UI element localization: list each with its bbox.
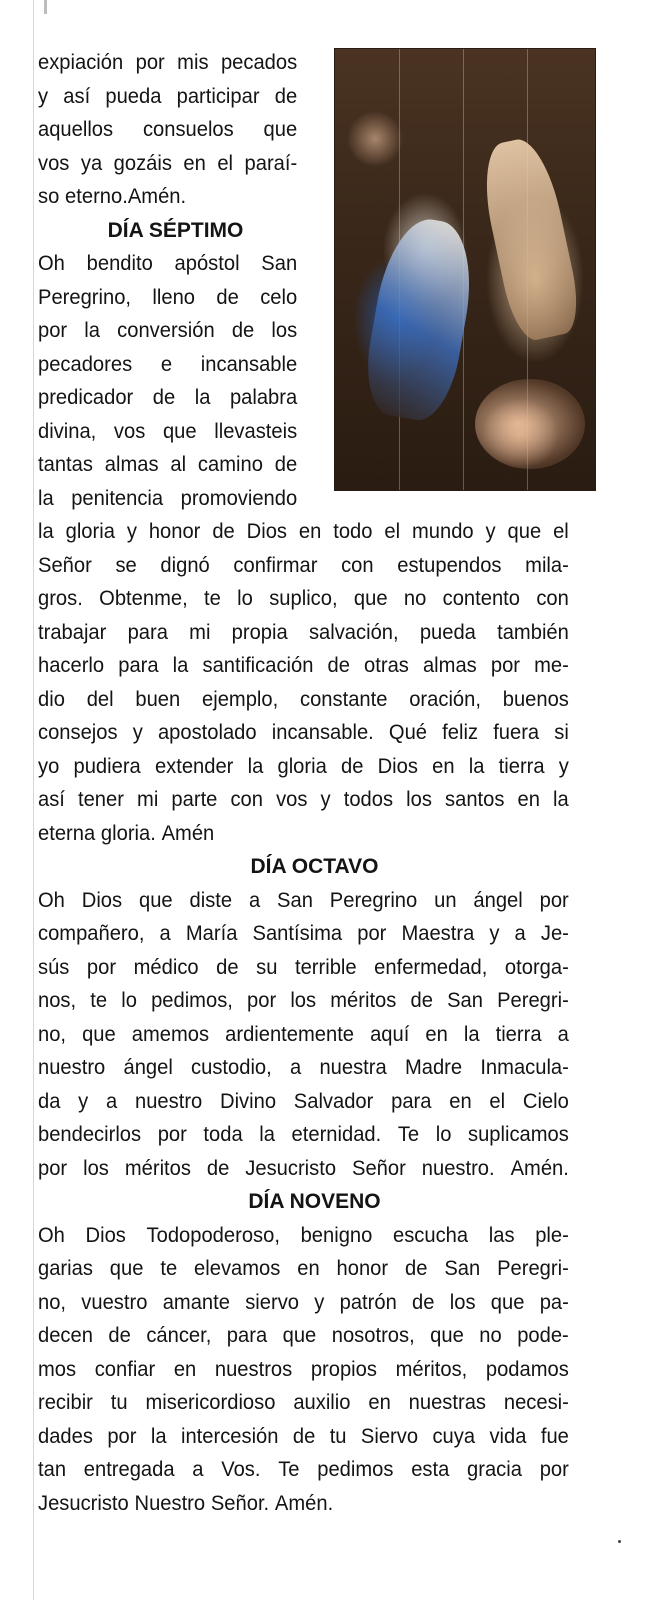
text-line: decen de cáncer, para que nosotros, que no pode- (38, 1324, 569, 1347)
text-line: Oh Dios que diste a San Peregrino un ángel por (38, 888, 569, 912)
text-line: expiación por mis pecados (38, 51, 298, 74)
text-line: por la conversión de los (38, 319, 298, 342)
text-line: gros. Obtenme, te lo suplico, que no contento con (38, 587, 569, 610)
page-margin-line (33, 0, 34, 1600)
text-line: Oh Dios Todopoderoso, benigno escucha las ple- (38, 1223, 569, 1247)
text-line: compañero, a María Santísima por Maestra y a Je- (38, 922, 569, 945)
section-heading-dia-septimo: DÍA SÉPTIMO (107, 218, 244, 242)
text-line: la gloria y honor de Dios en todo el mundo y que el (38, 520, 569, 543)
text-line: dio del buen ejemplo, constante oración, buenos (38, 687, 569, 711)
dia-noveno-paragraph (38, 1219, 570, 1521)
text-line: vos ya gozáis en el paraí- (38, 151, 298, 175)
text-line: y así pueda participar de (38, 84, 298, 108)
text-line: recibir tu misericordioso auxilio en nuestras necesi- (38, 1391, 569, 1414)
text-line: hacerlo para la santificación de otras almas por me- (38, 654, 569, 677)
text-line: así tener mi parte con vos y todos los santos en la (38, 788, 569, 811)
text-line: nuestro ángel custodio, a nuestra Madre Inmacula- (38, 1056, 569, 1079)
prayer-text (38, 46, 570, 1520)
text-line: pecadores e incansable (38, 352, 298, 376)
text-line: trabajar para mi propia salvación, pueda también (38, 620, 569, 644)
text-line: divina, vos que llevasteis (38, 419, 298, 443)
text-line: tan entregada a Vos. Te pedimos esta gracia por (38, 1458, 569, 1481)
intro-paragraph (38, 46, 570, 214)
text-line: aquellos consuelos que (38, 118, 298, 141)
text-line: da y a nuestro Divino Salvador para en el Cielo (38, 1089, 569, 1113)
text-line: por los méritos de Jesucristo Señor nuestro. Amén. (38, 1156, 569, 1180)
text-line: Jesucristo Nuestro Señor. Amén. (38, 1491, 334, 1515)
text-line: consejos y apostolado incansable. Qué feliz fuera si (38, 721, 569, 744)
text-line: yo pudiera extender la gloria de Dios en la tierra y (38, 754, 569, 778)
text-line: eterna gloria. Amén (38, 821, 215, 845)
text-line: predicador de la palabra (38, 386, 298, 409)
dia-septimo-paragraph (38, 247, 570, 850)
text-line: la penitencia promoviendo (38, 486, 298, 510)
text-line: Oh bendito apóstol San (38, 252, 298, 275)
top-edge-mark (44, 0, 47, 14)
text-line: Señor se dignó confirmar con estupendos mila- (38, 553, 569, 577)
text-line: no, que amemos ardientemente aquí en la tierra a (38, 1022, 569, 1046)
text-line: nos, te lo pedimos, por los méritos de San Peregri- (38, 989, 569, 1012)
text-line: so eterno.Amén. (38, 185, 187, 208)
text-line: tantas almas al camino de (38, 453, 298, 476)
section-heading-dia-noveno: DÍA NOVENO (248, 1190, 381, 1213)
dia-octavo-paragraph (38, 884, 570, 1186)
section-heading-dia-octavo: DÍA OCTAVO (250, 855, 379, 878)
text-line: no, vuestro amante siervo y patrón de los que pa- (38, 1290, 569, 1314)
text-line: bendecirlos por toda la eternidad. Te lo suplicamos (38, 1123, 569, 1146)
text-line: garias que te elevamos en honor de San Peregri- (38, 1257, 569, 1280)
text-line: mos confiar en nuestros propios méritos, podamos (38, 1357, 569, 1381)
text-line: Peregrino, lleno de celo (38, 285, 298, 309)
text-line: sús por médico de su terrible enfermedad, otorga- (38, 955, 569, 979)
text-line: dades por la intercesión de tu Siervo cuya vida fue (38, 1424, 569, 1448)
scan-speck (618, 1540, 621, 1543)
